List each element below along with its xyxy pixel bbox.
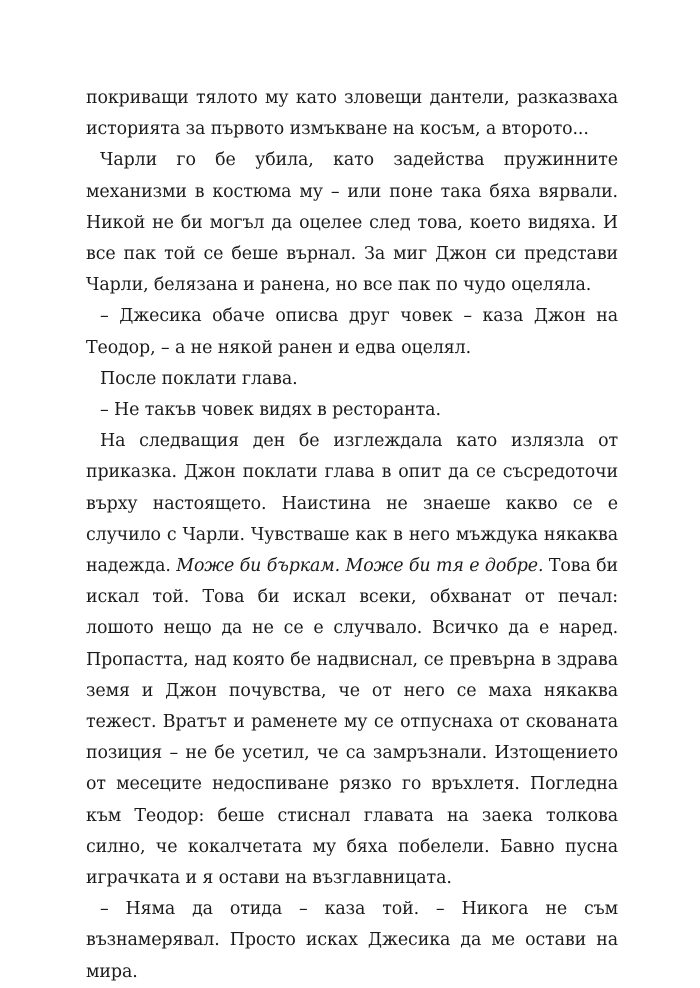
paragraph-5: – Не такъв човек видях в ресторанта. <box>100 400 441 421</box>
paragraph-2: Чарли го бе убила, като задейства пружинните механизми в костюма му – или поне така бяха вярвали. Никой не би могъл да оцелее след това, което видяха. И все пак той се беше върнал. За миг Джон си представи Чарли, белязана и ранена, но все пак по чудо оцеляла. <box>86 150 618 296</box>
paragraph-7: – Няма да отида – каза той. – Никога не съм възнамерявал. Просто исках Джесика да ме остави на мира. <box>86 899 618 982</box>
page-body-text <box>86 83 618 988</box>
paragraph-6-text-after: Това би искал той. Това би искал всеки, обхванат от печал: лошото нещо да не се е случвало. Всичко да е наред. Пропастта, над която бе надвиснал, се превърна в здрава земя и Джон почувства, че от него се маха някаква тежест. Вратът и раменете му се отпуснаха от скованата позиция – не бе усетил, че са замръзнали. Изтощението от месеците недоспиване рязко го връхлетя. Погледна към Теодор: беше стиснал главата на заека толкова силно, че кокалчетата му бяха побелели. Бавно пусна играчката и я остави на възглавницата. <box>86 556 618 889</box>
paragraph-6 <box>86 426 618 894</box>
paragraph-6-italic-thought: Може би бъркам. Може би тя е добре. <box>176 556 544 577</box>
paragraph-3: – Джесика обаче описва друг човек – каза Джон на Теодор, – а не някой ранен и едва оцелял. <box>86 306 618 358</box>
paragraph-4: После поклати глава. <box>100 368 298 389</box>
paragraph-1: покриващи тялото му като зловещи дантели, разказваха историята за първото измъкване на косъм, а второто... <box>86 88 618 140</box>
paragraph-6-text-before: На следващия ден бе изглеждала като излязла от приказка. Джон поклати глава в опит да се съсредоточи върху настоящето. Наистина не знаеше какво се е случило с Чарли. Чувстваше как в него мъждука някаква надежда. <box>86 431 618 577</box>
